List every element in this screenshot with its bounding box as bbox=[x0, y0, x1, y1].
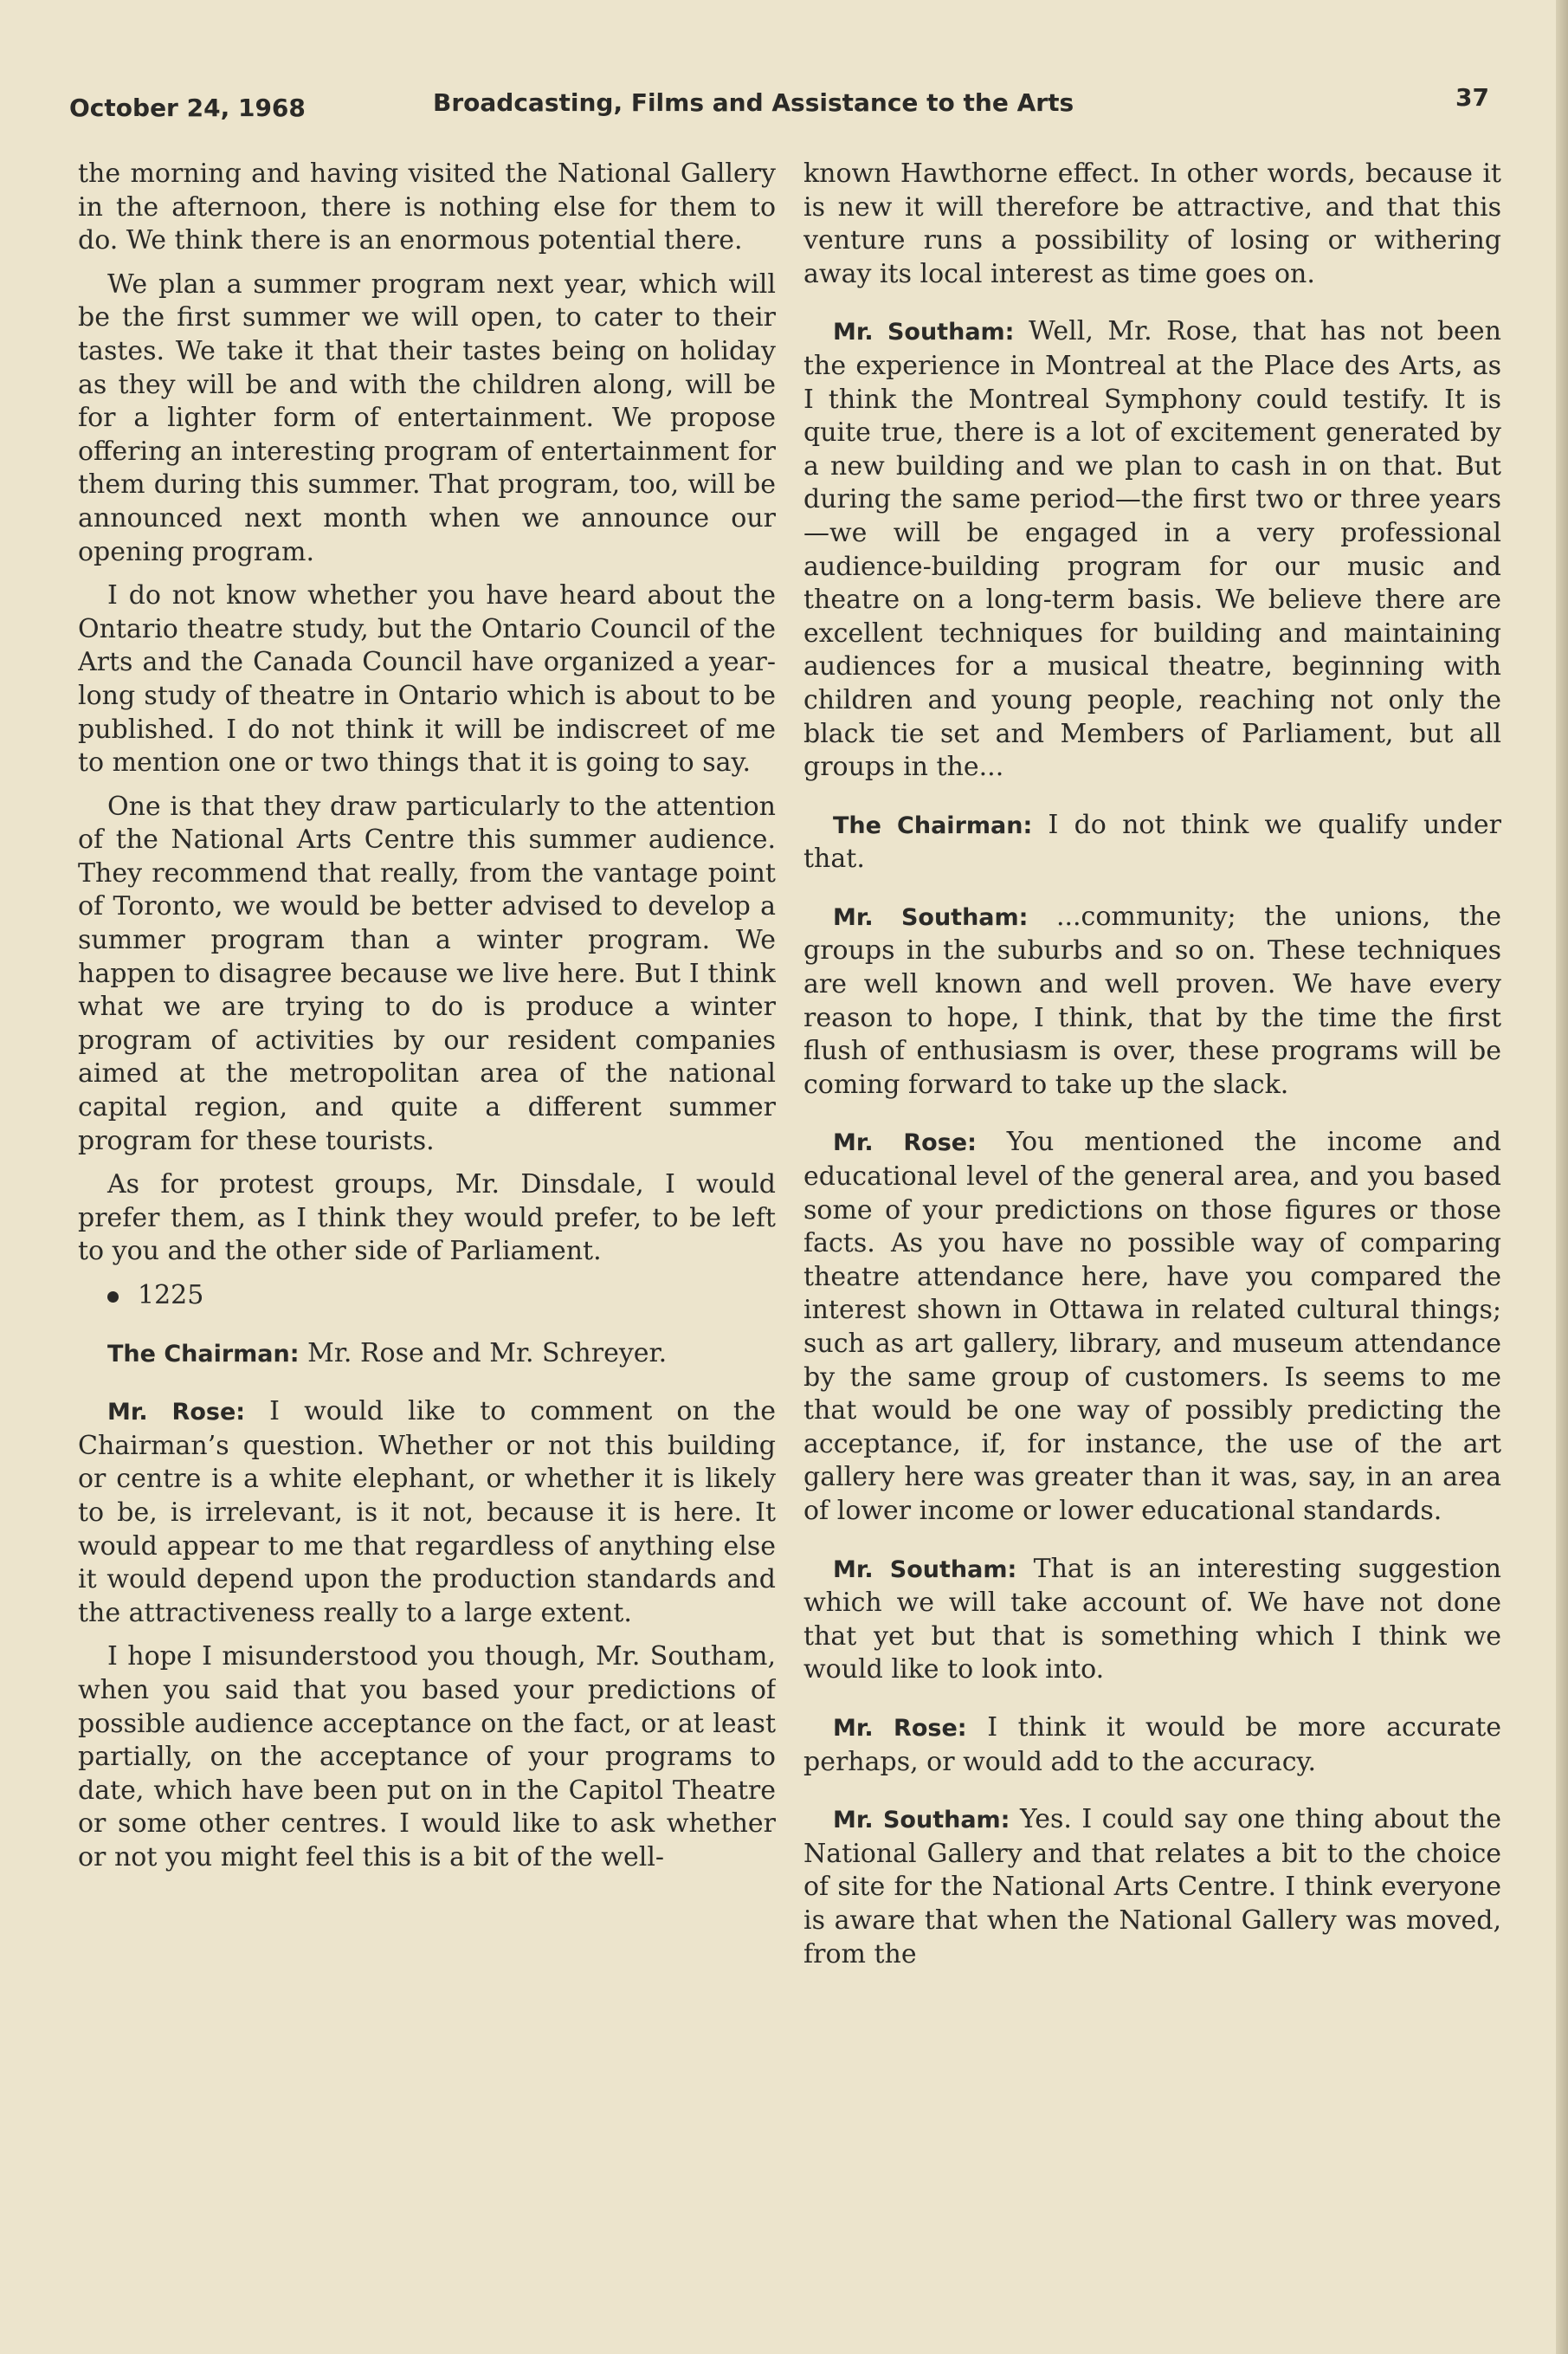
page-edge bbox=[1556, 0, 1568, 2354]
speaker-name: Mr. Southam: bbox=[833, 319, 1015, 346]
right-column bbox=[803, 158, 1501, 2305]
speaker-name: Mr. Southam: bbox=[833, 1555, 1017, 1583]
speech-text: I think it would be more accurate perhaps, or would add to the accuracy. bbox=[803, 1711, 1501, 1777]
header-date: October 24, 1968 bbox=[69, 94, 306, 122]
speech-paragraph bbox=[78, 1395, 776, 1630]
left-column bbox=[78, 158, 776, 2305]
speech-paragraph bbox=[803, 1711, 1501, 1779]
paragraph: One is that they draw particularly to the attention of the National Arts Centre this summer audience. They recommend that really, from the vantage point of Toronto, we would be better advised to develop a summer program than a winter program. We happen to disagree because we live here. But I think what we are trying to do is produce a winter program of activities by our resident companies aimed at the metropolitan area of the national capital region, and quite a different summer program for these tourists. bbox=[78, 791, 776, 1156]
speech-text: ...community; the unions, the groups in the suburbs and so on. These techniques are well known and well proven. We have every reason to hope, I think, that by the time the first flush of enthusiasm is over, these programs will be coming forward to take up the slack. bbox=[803, 901, 1501, 1100]
speech-paragraph bbox=[803, 315, 1501, 784]
time-marker-text: 1225 bbox=[138, 1280, 204, 1310]
speech-text: That is an interesting suggestion which we will take account of. We have not done that yet but that is something which I think we would like to look into. bbox=[803, 1553, 1501, 1685]
paragraph: I do not know whether you have heard about the Ontario theatre study, but the Ontario Council of the Arts and the Canada Council have organized a year-long study of theatre in Ontario which is about to be published. I do not think it will be indiscreet of me to mention one or two things that it is going to say. bbox=[78, 580, 776, 779]
header-title: Broadcasting, Films and Assistance to the Arts bbox=[433, 88, 1074, 117]
speech-paragraph bbox=[803, 1126, 1501, 1528]
speaker-name: The Chairman: bbox=[107, 1340, 300, 1368]
speech-text: You mentioned the income and educational level of the general area, and you based some of your predictions on those figures or those facts. As you have no possible way of comparing theatre attendance here, have you compared the interest shown in Ottawa in related cultural things; such as art gallery, library, and museum attendance by the same group of customers. Is seems to me that would be one way of possibly predicting the acceptance, if, for instance, the use of the art gallery here was greater than it was, say, in an area of lower income or lower educational standards. bbox=[803, 1127, 1501, 1526]
speech-paragraph bbox=[803, 809, 1501, 876]
speech-text: I do not think we qualify under that. bbox=[803, 809, 1501, 875]
page-header bbox=[69, 76, 1489, 128]
speech-paragraph bbox=[803, 1803, 1501, 1971]
speech-text: Yes. I could say one thing about the National Gallery and that relates a bit to the choice of site for the National Arts Centre. I think everyone is aware that when the National Gallery was moved, from the bbox=[803, 1804, 1501, 1969]
speech-paragraph bbox=[803, 1553, 1501, 1687]
speech-text: Well, Mr. Rose, that has not been the experience in Montreal at the Place des Arts, as I think the Montreal Symphony could testify. It is quite true, there is a lot of excitement generated by a new building and we plan to cash in on that. But during the same period—the first two or three years—we will be engaged in a very professional audience-building program for our music and theatre on a long-term basis. We believe there are excellent techniques for building and maintaining audiences for a musical theatre, beginning with children and young people, reaching not only the black tie set and Members of Parliament, but all groups in the... bbox=[803, 316, 1501, 783]
speaker-name: The Chairman: bbox=[833, 812, 1033, 839]
speaker-name: Mr. Southam: bbox=[833, 1807, 1010, 1834]
speaker-name: Mr. Rose: bbox=[833, 1129, 977, 1157]
paragraph: I hope I misunderstood you though, Mr. Southam, when you said that you based your predictions of possible audience acceptance on the fact, or at least partially, on the acceptance of your programs to date, which have been put on in the Capitol Theatre or some other centres. I would like to ask whether or not you might feel this is a bit of the well- bbox=[78, 1641, 776, 1872]
speaker-name: Mr. Southam: bbox=[833, 903, 1029, 931]
paragraph: We plan a summer program next year, which will be the first summer we will open, to cater to their tastes. We take it that their tastes being on holiday as they will be and with the children along, will be for a lighter form of entertainment. We propose offering an interesting program of entertainment for them during this summer. That program, too, will be announced next month when we announce our opening program. bbox=[78, 268, 776, 567]
speaker-name: Mr. Rose: bbox=[107, 1399, 246, 1426]
page-number: 37 bbox=[1455, 83, 1489, 112]
speaker-name: Mr. Rose: bbox=[833, 1714, 967, 1742]
speech-text: I would like to comment on the Chairman’s question. Whether or not this building or centre is a white elephant, or whether it is likely to be, is irrelevant, is it not, because it is here. It would appear to me that regardless of anything else it would depend upon the production standards and the attractiveness really to a large extent. bbox=[78, 1396, 776, 1628]
speech-paragraph bbox=[78, 1337, 776, 1372]
paragraph: As for protest groups, Mr. Dinsdale, I would prefer them, as I think they would prefer, to be left to you and the other side of Parliament. bbox=[78, 1169, 776, 1267]
time-marker bbox=[78, 1279, 776, 1313]
paragraph: known Hawthorne effect. In other words, because it is new it will therefore be attractive, and that this venture runs a possibility of losing or withering away its local interest as time goes on. bbox=[803, 158, 1501, 289]
speech-text: Mr. Rose and Mr. Schreyer. bbox=[307, 1337, 668, 1368]
paragraph: the morning and having visited the National Gallery in the afternoon, there is nothing else for them to do. We think there is an enormous potential there. bbox=[78, 158, 776, 256]
speech-paragraph bbox=[803, 901, 1501, 1103]
bullet-icon bbox=[107, 1291, 119, 1303]
